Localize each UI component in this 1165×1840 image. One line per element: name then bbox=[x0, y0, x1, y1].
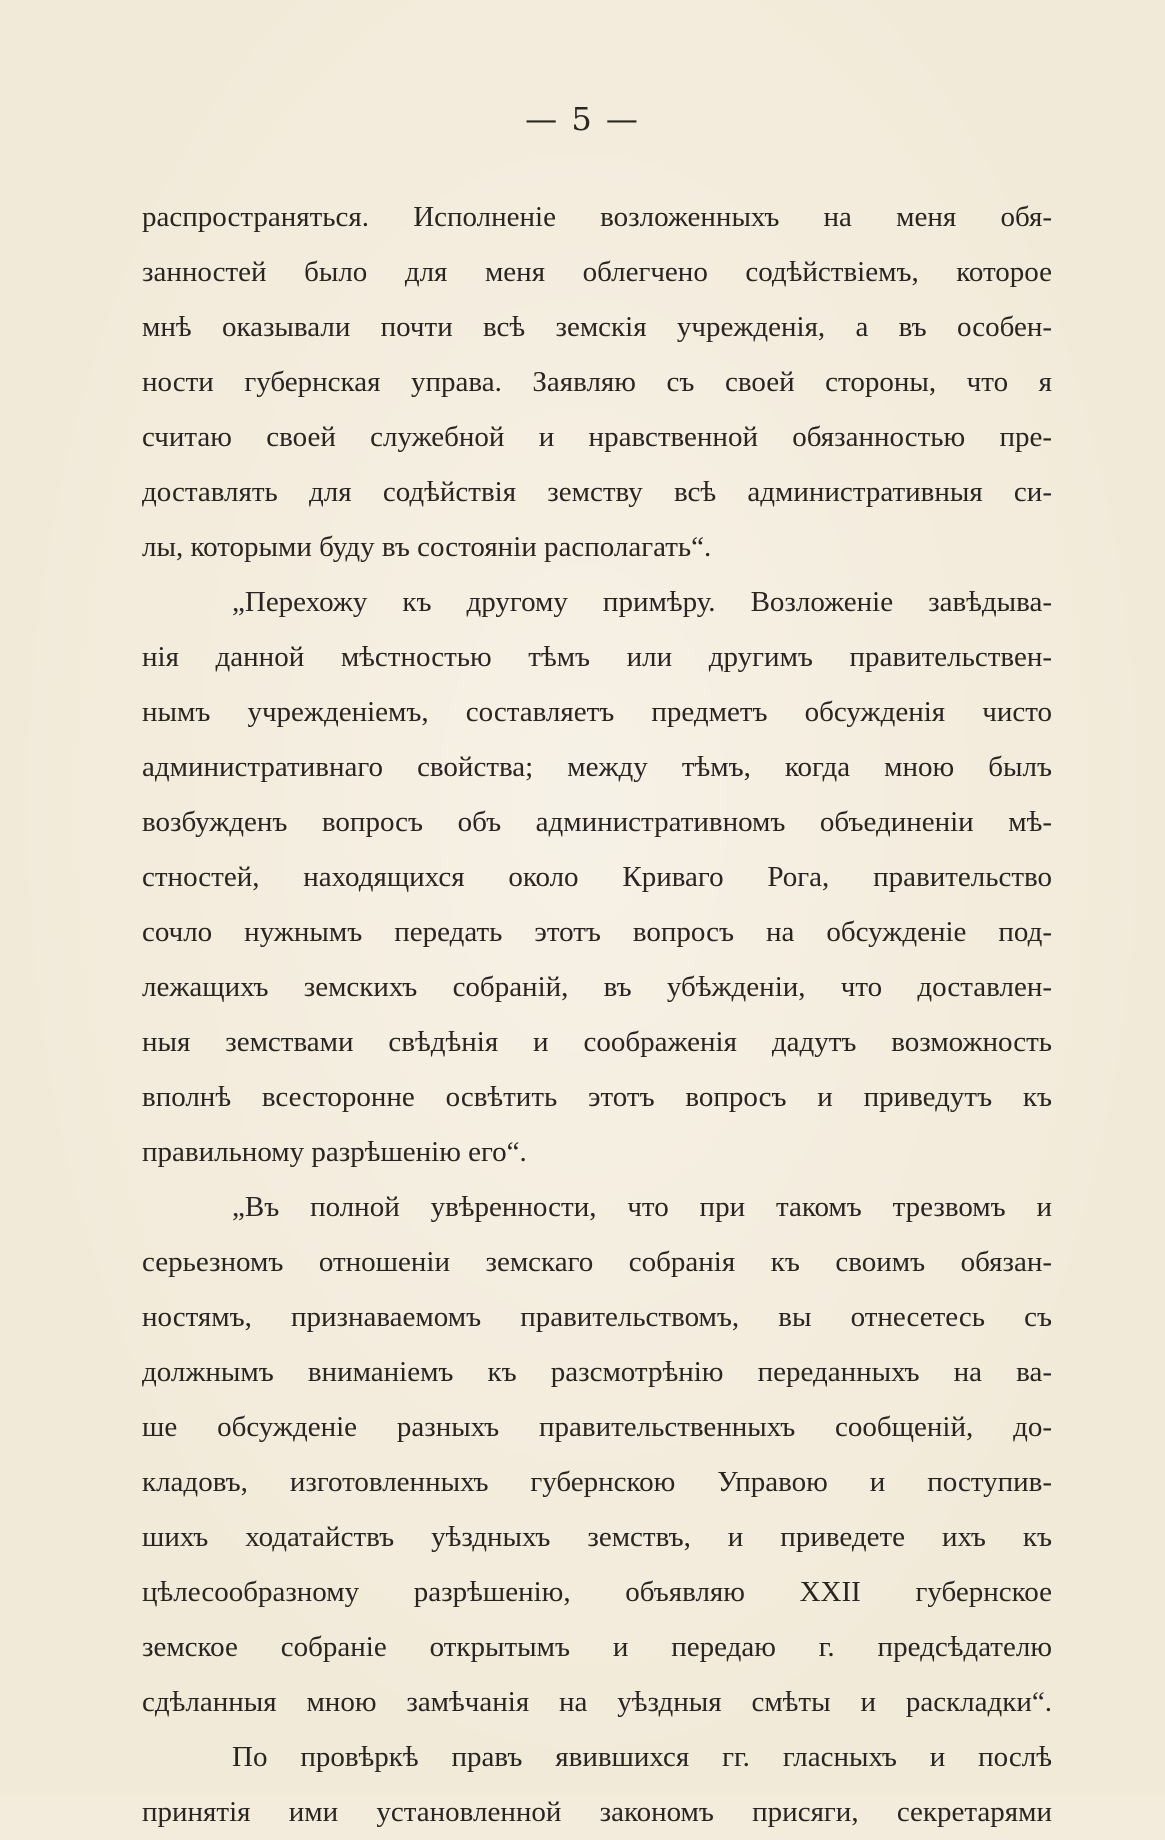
text-line: „Перехожу къ другому примѣру. Возложеніе завѣдыва- bbox=[232, 586, 1052, 618]
text-line: возбужденъ вопросъ объ административномъ объединеніи мѣ- bbox=[142, 806, 1052, 838]
text-line: ше обсужденіе разныхъ правительственныхъ сообщеній, до- bbox=[142, 1411, 1052, 1443]
text-line: вполнѣ всесторонне освѣтить этотъ вопросъ и приведутъ къ bbox=[142, 1081, 1052, 1113]
text-line: принятія ими установленной закономъ присяги, секретарями bbox=[142, 1796, 1052, 1828]
text-line: нымъ учрежденіемъ, составляетъ предметъ обсужденія чисто bbox=[142, 696, 1052, 728]
text-line: доставлять для содѣйствія земству всѣ административныя си- bbox=[142, 476, 1052, 508]
text-line: ности губернская управа. Заявляю съ своей стороны, что я bbox=[142, 366, 1052, 398]
text-line: цѣлесообразному разрѣшенію, объявляю XXII губернское bbox=[142, 1576, 1052, 1608]
text-line: занностей было для меня облегчено содѣйствіемъ, которое bbox=[142, 256, 1052, 288]
text-line: земское собраніе открытымъ и передаю г. предсѣдателю bbox=[142, 1631, 1052, 1663]
page-number: — 5 — bbox=[525, 100, 640, 138]
text-line: кладовъ, изготовленныхъ губернскою Управою и поступив- bbox=[142, 1466, 1052, 1498]
text-line: серьезномъ отношеніи земскаго собранія къ своимъ обязан- bbox=[142, 1246, 1052, 1278]
text-line: лы, которыми буду въ состояніи располагать“. bbox=[142, 531, 712, 563]
text-line: стностей, находящихся около Криваго Рога, правительство bbox=[142, 861, 1052, 893]
text-line: административнаго свойства; между тѣмъ, когда мною былъ bbox=[142, 751, 1052, 783]
text-line: По провѣркѣ правъ явившихся гг. гласныхъ и послѣ bbox=[232, 1741, 1052, 1773]
text-line: должнымъ вниманіемъ къ разсмотрѣнію переданныхъ на ва- bbox=[142, 1356, 1052, 1388]
text-line: шихъ ходатайствъ уѣздныхъ земствъ, и приведете ихъ къ bbox=[142, 1521, 1052, 1553]
text-line: правильному разрѣшенію его“. bbox=[142, 1136, 527, 1168]
text-line: сдѣланныя мною замѣчанія на уѣздныя смѣты и раскладки“. bbox=[142, 1686, 1052, 1718]
text-line: распространяться. Исполненіе возложенныхъ на меня обя- bbox=[142, 201, 1052, 233]
text-line: считаю своей служебной и нравственной обязанностью пре- bbox=[142, 421, 1052, 453]
text-line: ныя земствами свѣдѣнія и соображенія дадутъ возможность bbox=[142, 1026, 1052, 1058]
text-line: лежащихъ земскихъ собраній, въ убѣжденіи, что доставлен- bbox=[142, 971, 1052, 1003]
text-line: ностямъ, признаваемомъ правительствомъ, вы отнесетесь съ bbox=[142, 1301, 1052, 1333]
text-line: сочло нужнымъ передать этотъ вопросъ на обсужденіе под- bbox=[142, 916, 1052, 948]
body-text bbox=[142, 190, 1052, 1840]
text-line: нія данной мѣстностью тѣмъ или другимъ правительствен- bbox=[142, 641, 1052, 673]
text-line: мнѣ оказывали почти всѣ земскія учрежденія, а въ особен- bbox=[142, 311, 1052, 343]
text-line: „Въ полной увѣренности, что при такомъ трезвомъ и bbox=[232, 1191, 1052, 1223]
